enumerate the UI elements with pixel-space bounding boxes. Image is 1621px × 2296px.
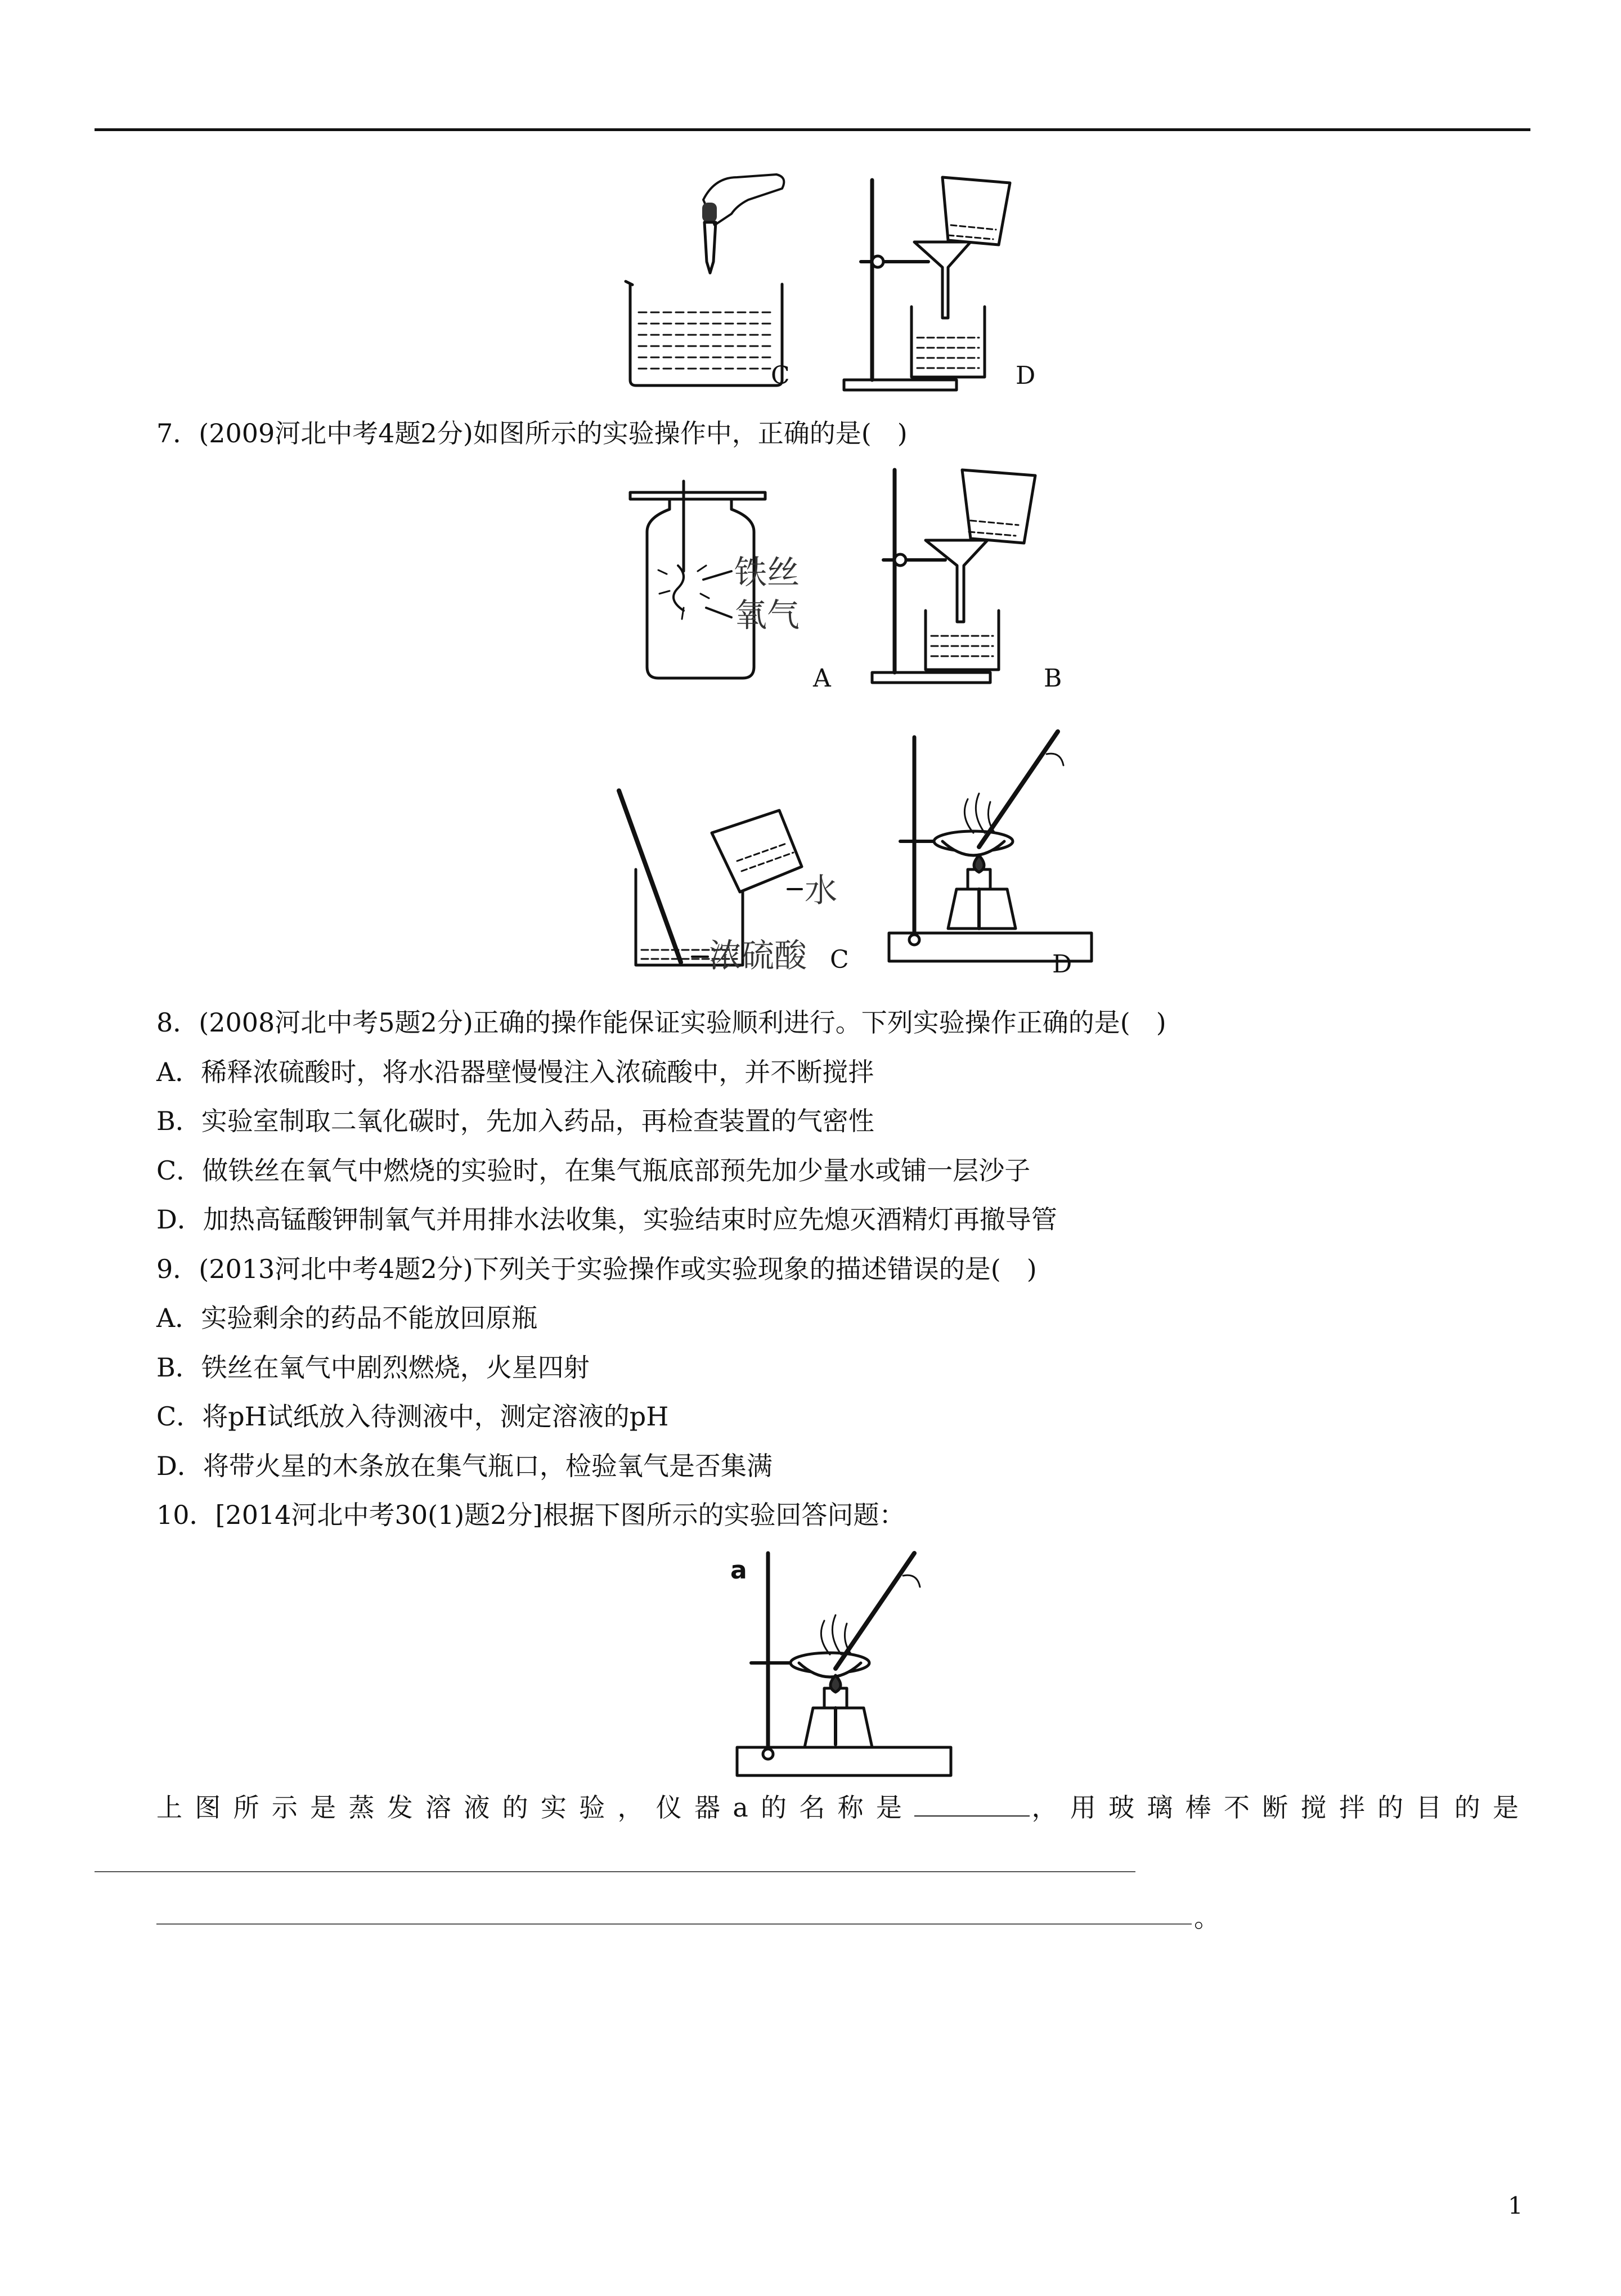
figure-q7-label-a: A [813, 664, 831, 693]
question-9-option-d: D．将带火星的木条放在集气瓶口，检验氧气是否集满 [156, 1451, 773, 1481]
page-number: 1 [1508, 2192, 1523, 2219]
question-8-option-d: D．加热高锰酸钾制氧气并用排水法收集，实验结束时应先熄灭酒精灯再撤导管 [156, 1204, 1057, 1235]
callout-oxygen: 氧气 [734, 596, 800, 634]
question-7: 7．(2009河北中考4题2分)如图所示的实验操作中，正确的是( ) [156, 418, 908, 449]
figure-top-label-c: C [771, 361, 790, 390]
answer-end-mark: 。 [1194, 1903, 1220, 1933]
figure-q7-label-b: B [1044, 664, 1062, 693]
question-10: 10．[2014河北中考30(1)题2分]根据下图所示的实验回答问题： [156, 1500, 905, 1530]
figure-q10-label-a: a [730, 1556, 747, 1585]
answer-blank-line-2[interactable] [156, 1923, 1192, 1925]
figure-q7-row2 [608, 720, 1114, 979]
figure-q10 [726, 1545, 973, 1792]
answer-blank-line-1[interactable] [95, 1871, 1135, 1872]
question-8-option-c: C．做铁丝在氧气中燃烧的实验时，在集气瓶底部预先加少量水或铺一层沙子 [156, 1155, 1031, 1186]
question-9: 9．(2013河北中考4题2分)下列关于实验操作或实验现象的描述错误的是( ) [156, 1254, 1037, 1284]
callout-iron-wire: 铁丝 [734, 553, 800, 591]
question-8: 8．(2008河北中考5题2分)正确的操作能保证实验顺利进行。下列实验操作正确的是( ) [156, 1007, 1166, 1038]
question-8-option-b: B．实验室制取二氧化碳时，先加入药品，再检查装置的气密性 [156, 1106, 874, 1136]
question-9-option-c: C．将pH试纸放入待测液中，测定溶液的pH [156, 1401, 669, 1432]
question-8-option-a: A．稀释浓硫酸时，将水沿器壁慢慢注入浓硫酸中，并不断搅拌 [156, 1057, 874, 1087]
callout-water: 水 [805, 871, 838, 909]
question-10-answer-line [156, 1790, 1529, 1826]
figure-top [619, 169, 1069, 394]
answer-blank-instrument[interactable] [914, 1793, 1030, 1817]
figure-q7-row1 [619, 459, 1097, 701]
figure-top-label-d: D [1016, 361, 1036, 390]
answer-text-part1: 上图所示是蒸发溶液的实验，仪器a的名称是 [156, 1792, 915, 1823]
question-9-option-b: B．铁丝在氧气中剧烈燃烧，火星四射 [156, 1352, 590, 1383]
answer-text-part2: ，用玻璃棒不断搅拌的目的是 [1030, 1792, 1530, 1823]
figure-q7-label-c: C [830, 945, 849, 974]
header-rule [95, 128, 1530, 131]
figure-q7-label-d: D [1052, 950, 1072, 979]
question-9-option-a: A．实验剩余的药品不能放回原瓶 [156, 1303, 538, 1333]
callout-concentrated-acid: 浓硫酸 [709, 936, 807, 975]
